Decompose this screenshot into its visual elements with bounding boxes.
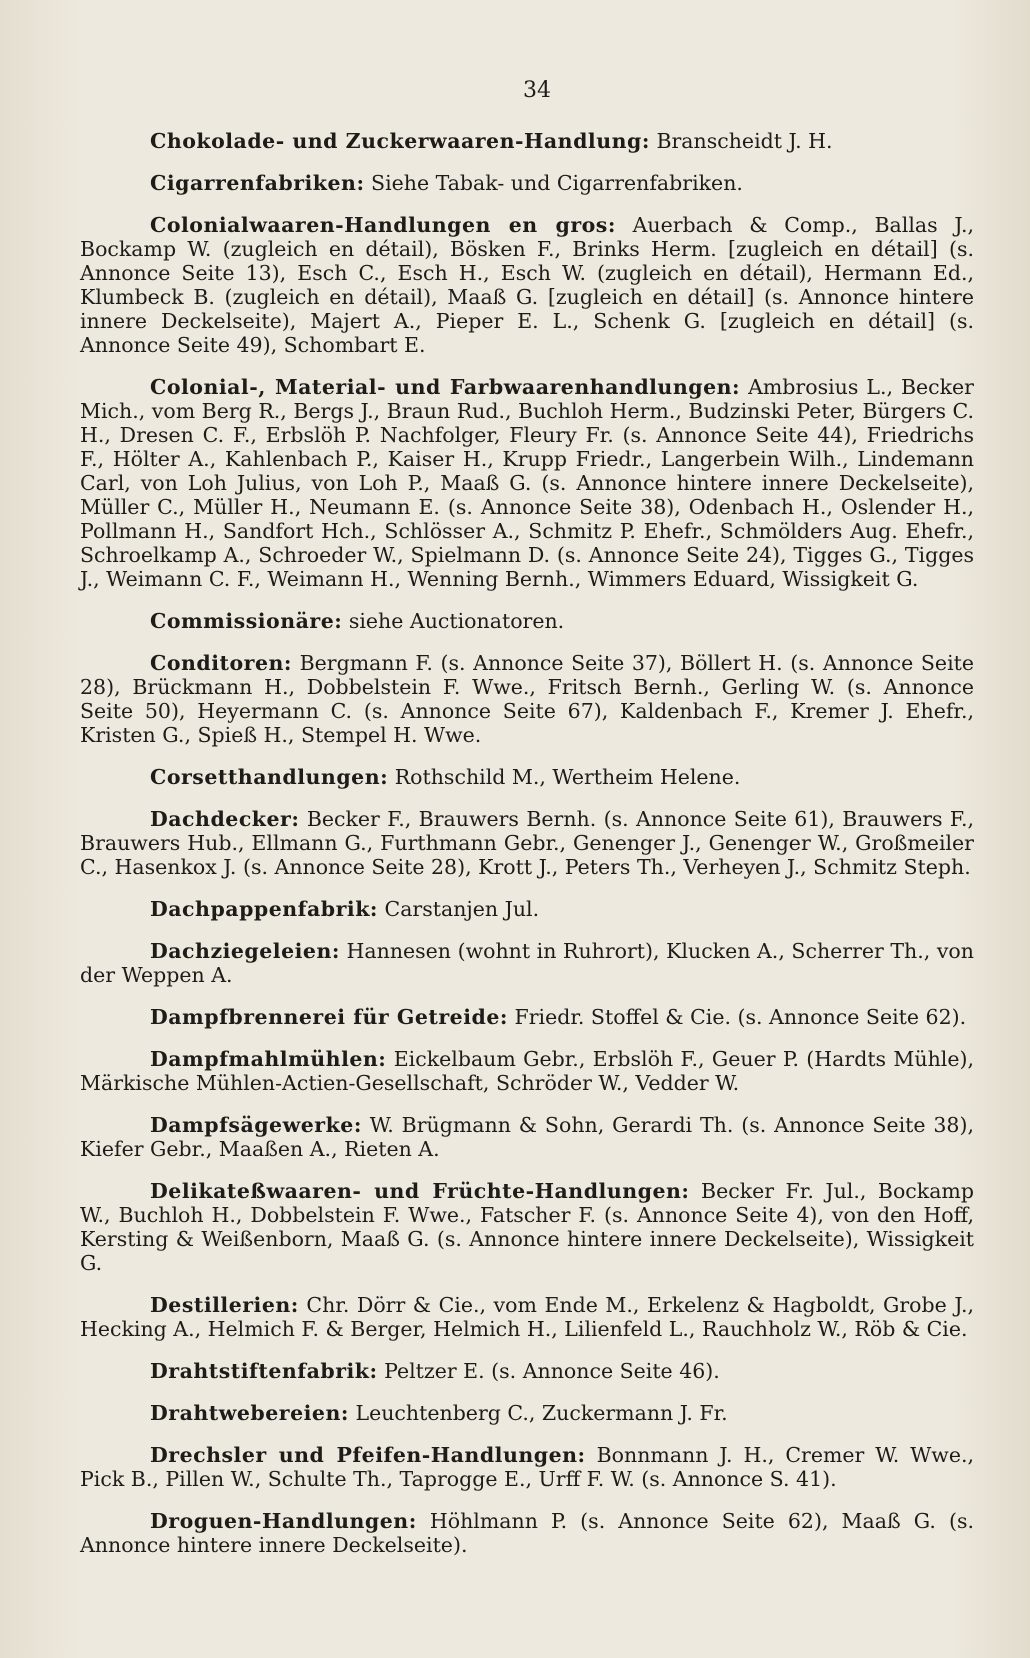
entry-heading: Corsetthandlungen: — [150, 765, 389, 789]
entry-text: Rothschild M., Wertheim Helene. — [394, 765, 741, 789]
entry-heading: Drahtwebereien: — [150, 1401, 349, 1425]
entry-text: Becker F., Brauwers Bernh. (s. Annonce Seite 61), Brauwers F., Brauwers Hub., Ellmann G., Furthmann Gebr., Genenger J., Genenger W., Großmeiler C., Hasenkox J. (s. Annonce Seite 28), Krott J., Peters Th., Verheyen J., Schmitz Steph. — [80, 807, 974, 879]
entry-heading: Drechsler und Pfeifen-Handlungen: — [150, 1443, 586, 1467]
entry-heading: Dachdecker: — [150, 807, 300, 831]
entry-text: Höhlmann P. (s. Annonce Seite 62), Maaß G. (s. Annonce hintere innere Deckelseite). — [80, 1509, 974, 1557]
entry-heading: Dachpappenfabrik: — [150, 897, 378, 921]
entry-heading: Dampfbrennerei für Getreide: — [150, 1005, 508, 1029]
entry-heading: Colonial-, Material- und Farbwaarenhandlungen: — [150, 375, 741, 399]
entry-text: Becker Fr. Jul., Bockamp W., Buchloh H., Dobbelstein F. Wwe., Fatscher F. (s. Annonce Seite 4), von den Hoff, Kersting & Weißenborn, Maaß G. (s. Annonce hintere innere Deckelseite), Wissigkeit G. — [80, 1179, 974, 1275]
entry-heading: Destillerien: — [150, 1293, 299, 1317]
entry-drahtstiftenfabrik — [80, 1359, 974, 1383]
entry-colonial-material-farbwaaren — [80, 375, 974, 591]
entry-dampfbrennerei — [80, 1005, 974, 1029]
entry-drahtwebereien — [80, 1401, 974, 1425]
entry-text: Auerbach & Comp., Ballas J., Bockamp W. (zugleich en détail), Bösken F., Brinks Herm. [zugleich en détail] (s. Annonce Seite 13), Esch C., Esch H., Esch W. (zugleich en détail), Hermann Ed., Klumbeck B. (zugleich en détail), Maaß G. [zugleich en détail] (s. Annonce hintere innere Deckelseite), Majert A., Pieper E. L., Schenk G. [zugleich en détail] (s. Annonce Seite 49), Schombart E. — [80, 213, 974, 357]
entry-droguen — [80, 1509, 974, 1557]
entry-drechsler — [80, 1443, 974, 1491]
entry-destillerien — [80, 1293, 974, 1341]
page-number: 34 — [523, 78, 551, 103]
entry-text: siehe Auctionatoren. — [348, 609, 565, 633]
entry-text: Ambrosius L., Becker Mich., vom Berg R., Bergs J., Braun Rud., Buchloh Herm., Budzinski Peter, Bürgers C. H., Dresen C. F., Erbslöh P. Nachfolger, Fleury Fr. (s. Annonce Seite 44), Friedrichs F., Hölter A., Kahlenbach P., Kaiser H., Krupp Friedr., Langerbein Wilh., Lindemann Carl, von Loh Julius, von Loh P., Maaß G. (s. Annonce hintere innere Deckelseite), Müller C., Müller H., Neumann E. (s. Annonce Seite 38), Odenbach H., Oslender H., Pollmann H., Sandfort Hch., Schlösser A., Schmitz P. Ehefr., Schmölders Aug. Ehefr., Schroelkamp A., Schroeder W., Spielmann D. (s. Annonce Seite 24), Tigges G., Tigges J., Weimann C. F., Weimann H., Wenning Bernh., Wimmers Eduard, Wissigkeit G. — [80, 375, 974, 591]
entry-text: Bonnmann J. H., Cremer W. Wwe., Pick B., Pillen W., Schulte Th., Taprogge E., Urff F. W. (s. Annonce S. 41). — [80, 1443, 974, 1491]
entry-text: Friedr. Stoffel & Cie. (s. Annonce Seite 62). — [514, 1005, 967, 1029]
entry-text: Leuchtenberg C., Zuckermann J. Fr. — [355, 1401, 728, 1425]
entry-heading: Cigarrenfabriken: — [150, 171, 365, 195]
entry-dampfmahlmuehlen — [80, 1047, 974, 1095]
entry-dachdecker — [80, 807, 974, 879]
entry-heading: Dampfmahlmühlen: — [150, 1047, 387, 1071]
entry-dachziegeleien — [80, 939, 974, 987]
entry-heading: Delikateßwaaren- und Früchte-Handlungen: — [150, 1179, 690, 1203]
entry-dampfsaegewerke — [80, 1113, 974, 1161]
entry-text: Chr. Dörr & Cie., vom Ende M., Erkelenz & Hagboldt, Grobe J., Hecking A., Helmich F. & Berger, Helmich H., Lilienfeld L., Rauchholz W., Röb & Cie. — [80, 1293, 974, 1341]
entry-text: Eickelbaum Gebr., Erbslöh F., Geuer P. (Hardts Mühle), Märkische Mühlen-Actien-Gesellschaft, Schröder W., Vedder W. — [80, 1047, 974, 1095]
entry-chokolade — [80, 129, 974, 153]
entry-conditoren — [80, 651, 974, 747]
entry-heading: Dampfsägewerke: — [150, 1113, 362, 1137]
entry-dachpappenfabrik — [80, 897, 974, 921]
entry-cigarrenfabriken — [80, 171, 974, 195]
entry-heading: Conditoren: — [150, 651, 292, 675]
entry-text: Bergmann F. (s. Annonce Seite 37), Böllert H. (s. Annonce Seite 28), Brückmann H., Dobbelstein F. Wwe., Fritsch Bernh., Gerling W. (s. Annonce Seite 50), Heyermann C. (s. Annonce Seite 67), Kaldenbach F., Kremer J. Ehefr., Kristen G., Spieß H., Stempel H. Wwe. — [80, 651, 974, 747]
entry-commissionaere — [80, 609, 974, 633]
entry-heading: Colonialwaaren-Handlungen en gros: — [150, 213, 616, 237]
entry-delikatesswaaren — [80, 1179, 974, 1275]
entry-colonialwaaren-en-gros — [80, 213, 974, 357]
entry-text: Siehe Tabak- und Cigarrenfabriken. — [371, 171, 743, 195]
entry-text: Hannesen (wohnt in Ruhrort), Klucken A., Scherrer Th., von der Weppen A. — [80, 939, 974, 987]
entry-heading: Drahtstiftenfabrik: — [150, 1359, 378, 1383]
entry-text: Branscheidt J. H. — [656, 129, 833, 153]
entry-text: Peltzer E. (s. Annonce Seite 46). — [384, 1359, 720, 1383]
entry-heading: Commissionäre: — [150, 609, 343, 633]
entry-corsetthandlungen — [80, 765, 974, 789]
entry-heading: Dachziegeleien: — [150, 939, 340, 963]
entry-text: Carstanjen Jul. — [384, 897, 540, 921]
entry-heading: Chokolade- und Zuckerwaaren-Handlung: — [150, 129, 650, 153]
entry-text: W. Brügmann & Sohn, Gerardi Th. (s. Annonce Seite 38), Kiefer Gebr., Maaßen A., Rieten A. — [80, 1113, 974, 1161]
entry-heading: Droguen-Handlungen: — [150, 1509, 417, 1533]
